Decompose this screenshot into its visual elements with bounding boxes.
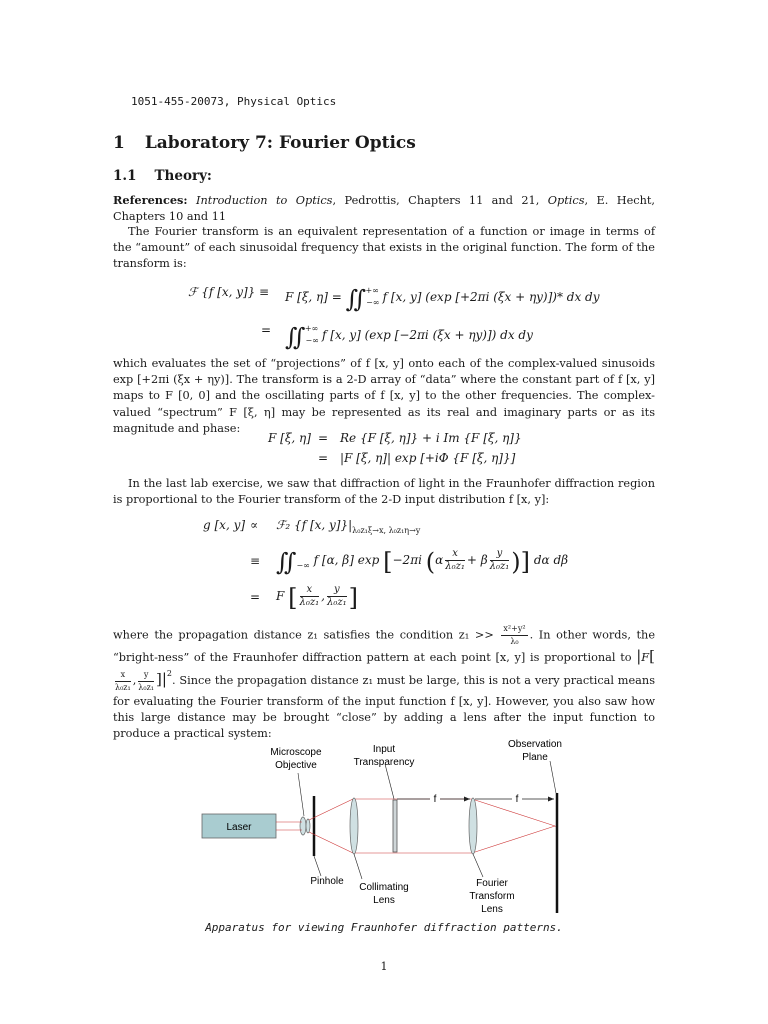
course-header: 1051-455-20073, Physical Optics	[131, 95, 337, 108]
references-middle: , Pedrottis, Chapters 11 and 21,	[332, 194, 548, 207]
eq3-lhs: g [x, y]	[203, 518, 246, 532]
observation-label-2: Plane	[522, 752, 548, 763]
fourier-lens	[469, 798, 477, 854]
eq2-line1: Re {F [ξ, η]} + i Im {F [ξ, η]}	[340, 431, 522, 445]
section-heading	[113, 133, 416, 153]
eq3-line2: $∬_{-\infty}$ f [α, β] exp [−2πi (α $\frac{x}{\text{λ₀z₁}}$ + β $\frac{y}{\text{λ₀z₁}}$ )] dα dβ	[276, 548, 569, 576]
book-title-1: Introduction to Optics	[196, 194, 333, 207]
page-number: 1	[380, 960, 388, 973]
microscope-label-1: Microscope	[270, 747, 322, 758]
eq2-lhs: F [ξ, η]	[268, 431, 311, 445]
paragraph-2: which evaluates the set of “projections” of f [x, y] onto each of the complex-valued sinusoids exp [+2πi (ξx + ηy)]. The transform is a 2-D array of “data” where the constant part of f [x, y] maps to F [0, 0] and the oscillating parts of f [x, y] to the other frequencies. The complex-valued “spectrum” F [ξ, η] may be represented as its real and imaginary parts or as its magnitude and phase:	[113, 357, 655, 435]
collimating-lens	[350, 798, 358, 854]
paragraph-4: where the propagation distance z₁ satisfies the condition z₁ >> $\frac{\text{x²+y²}}{\text{λ₀}}$ . In other words, the “bright-ness” of the Fraunhofer diffraction pattern at each point [x, y] is proportional to |F[ $\frac{x}{\text{λ₀z₁}}$ , $\frac{y}{\text{λ₀z₁}}$ ]$|^2$. Since the propagation distance z₁ must be large, this is not a very practical means for evaluating the Fourier transform of the input function f [x, y]. However, you also saw how this large distance may be brought “close” by adding a lens after the input function to produce a practical system:	[113, 624, 656, 741]
eq1-line1-lhs: ℱ {f [x, y]}	[188, 285, 256, 299]
references-end: , E. Hecht, Chapters 10 and 11	[113, 194, 656, 224]
section-number: 1	[113, 133, 125, 153]
objective-lens	[300, 817, 306, 835]
book-title-2: Optics	[547, 194, 585, 207]
focal-length-label-2: f	[515, 794, 519, 805]
fourier-label-3: Lens	[481, 904, 503, 915]
collimating-label-2: Lens	[373, 895, 395, 906]
section-title: Laboratory 7: Fourier Optics	[144, 133, 416, 153]
subsection-title: Theory:	[154, 168, 212, 184]
eq2-rel-1: =	[318, 431, 329, 445]
input-transparency	[393, 800, 397, 852]
eq3-line1: ℱ₂ {f [x, $y]\}|_{\lambda_0z_1\xi\to x, \lambda_0z_1\eta\to y}$	[276, 518, 421, 535]
eq3-line3: F [ $\frac{x}{\text{λ₀z₁}}$ , $\frac{y}{\text{λ₀z₁}}$ ]	[276, 584, 358, 612]
references-paragraph	[113, 192, 655, 225]
fourier-label-2: Transform	[469, 891, 515, 902]
eq2-rel-2: =	[318, 451, 329, 465]
eq1-line1-rhs: F [ξ, $\eta] = ∬_{-\infty}^{+\infty}$ f [x, y] (exp [+2πi (ξx + ηy)])* dx dy	[285, 285, 600, 313]
eq1-line1-rel: ≡	[259, 285, 270, 299]
collimating-label-1: Collimating	[359, 882, 409, 893]
eq2-line2: |F [ξ, η]| exp [+iΦ {F [ξ, η]}]	[340, 451, 516, 465]
subsection-heading	[113, 168, 212, 184]
eq1-line2-rel: =	[261, 323, 272, 337]
laser-label: Laser	[226, 822, 252, 833]
eq3-rel-2: ≡	[250, 554, 261, 568]
eq3-rel-1: ∝	[250, 518, 259, 532]
subsection-number: 1.1	[113, 168, 137, 184]
eq1-line2-rhs: $∬_{-\infty}^{+\infty}$ f [x, y] (exp [−2πi (ξx + ηy)]) dx dy	[285, 323, 533, 351]
paragraph-3: In the last lab exercise, we saw that diffraction of light in the Fraunhofer diffraction region is proportional to the Fourier transform of the 2-D input distribution f [x, y]:	[113, 477, 655, 507]
figure-caption: Apparatus for viewing Fraunhofer diffraction patterns.	[205, 921, 563, 934]
microscope-label-2: Objective	[275, 760, 317, 771]
observation-label-1: Observation	[508, 739, 562, 750]
apparatus-diagram	[200, 733, 568, 915]
input-label-2: Transparency	[353, 757, 415, 768]
eq3-rel-3: =	[250, 590, 261, 604]
pinhole-label: Pinhole	[310, 876, 344, 887]
fourier-label-1: Fourier	[476, 878, 508, 889]
focal-length-label-1: f	[433, 794, 437, 805]
input-label-1: Input	[372, 744, 396, 755]
references-label: References:	[113, 193, 188, 207]
paragraph-1: The Fourier transform is an equivalent representation of a function or image in terms of the “amount” of each sinusoidal frequency that exists in the original function. The form of the transform is:	[113, 225, 655, 271]
